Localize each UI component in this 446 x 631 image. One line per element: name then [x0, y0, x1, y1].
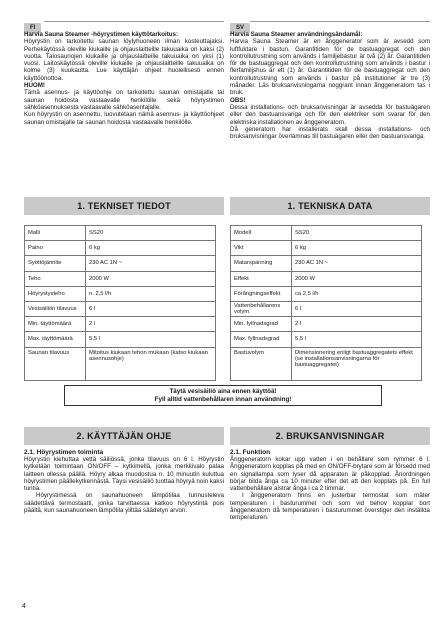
fi-spec-key: Höyrystysteho [25, 286, 86, 301]
fi-spec-value: Mitoitus kiukaan tehon mukaan (katso kiukaan asennusohje) [86, 347, 216, 380]
fi-usage-title: 2. KÄYTTÄJÄN OHJE [24, 427, 224, 445]
fi-spec-key: Vesisäiliön tilavuus [25, 301, 86, 316]
sv-spec-row [231, 226, 422, 241]
fi-spec-value: 230 AC 1N ~ [86, 256, 216, 271]
fi-spec-row [25, 226, 216, 241]
fi-language-tag: FI [24, 23, 41, 33]
sv-spec-table [230, 225, 422, 381]
sv-spec-row [231, 256, 422, 271]
sv-intro-handover: Då generatorn har installerats skall dessa installations- och bruksanvisningar överlämnas till bastuägaren eller den bastuansvariga. [230, 125, 430, 141]
sv-language-header [230, 16, 430, 31]
sv-language-tag: SV [230, 23, 250, 33]
sv-spec-value: 5,5 l [292, 332, 422, 347]
fi-intro-handover: Kun höyrystin on asennettu, luovutetaan nämä asennus- ja käyttöohjeet saunan omistajalle tai saunan hoidosta vastaavalle henkilölle. [24, 111, 224, 126]
sv-spec-row [231, 286, 422, 301]
sv-spec-value: 6 kg [292, 241, 422, 256]
sv-spec-key: Förångningseffekt [231, 286, 292, 301]
fi-spec-key: Saunan tilavuus [25, 347, 86, 380]
sv-spec-value: 2000 W [292, 271, 422, 286]
sv-intro-purpose: Harvia Sauna Steamer är en ånggenerator som är avsedd som luftfuktare i bastun. Garantitiden för de bastuaggregat och den kontrollutrustning som används i familjebastur är två (2) år. Garantitiden för de bastuaggregat och den kontrollutrustning som används i bastur i flerfamiljshus är ett (1) år. Garantitiden för de bastuaggregat och den kontrollutrustning som används i bastur på institutioner är tre (3) månader. Läs bruksanvisningarna noggrant innan ånggeneratorn tas i bruk. [230, 38, 430, 97]
sv-header-rule [250, 21, 430, 22]
sv-spec-row [231, 347, 422, 380]
sv-usage-subheading: 2.1. Funktion [230, 449, 271, 456]
fi-spec-value: 5,5 l [86, 332, 216, 347]
fi-spec-key: Paino [25, 241, 86, 256]
sv-spec-value: SS20 [292, 226, 422, 241]
fi-spec-row [25, 347, 216, 380]
fi-usage-paragraph: Höyrystimessä on saunahuoneen lämpötilaa tunnusteleva säädettävä termostaatti, jonka tarvittaessa katkoo höyrystintä pois päältä, kun saunahuoneen lämpötila ylittää säädetyn arvon. [24, 492, 224, 515]
sv-spec-title: 1. TEKNISKA DATA [230, 197, 430, 215]
fi-spec-table [24, 225, 216, 381]
sv-spec-value: 6 l [292, 301, 422, 316]
fi-usage-paragraph: Höyrystin kiehuttaa vettä säiliössä, jonka tilavuus on 6 l. Höyrystin kytketään toimintaan ON/OFF – kytkimellä, jonka merkkivalo palaa laitteen ollessa päällä. Höyry alkaa muodostua n. 10 minuutin kuluttua höyrystimen päällekytkennästä. Täysi vesisäiliö tuottaa höyryä noin kaksi tuntia. [24, 456, 224, 493]
sv-spec-key: Effekt [231, 271, 292, 286]
fi-usage-subheading: 2.1. Höyrystimen toiminta [24, 449, 104, 456]
fi-spec-row [25, 332, 216, 347]
fi-spec-value: n. 2,5 l/h [86, 286, 216, 301]
fi-spec-value: SS20 [86, 226, 216, 241]
fi-spec-key: Min. täyttömäärä [25, 317, 86, 332]
fi-spec-row [25, 271, 216, 286]
sv-spec-value: 2 l [292, 317, 422, 332]
page-number: 4 [22, 603, 26, 610]
sv-spec-row [231, 332, 422, 347]
sv-spec-row [231, 301, 422, 316]
sv-spec-row [231, 271, 422, 286]
sv-spec-value: 230 AC 1N ~ [292, 256, 422, 271]
sv-usage-body [230, 456, 430, 522]
fi-intro-note-label: HUOM! [24, 82, 45, 90]
fi-spec-title: 1. TEKNISET TIEDOT [24, 197, 224, 215]
fi-spec-value: 6 kg [86, 241, 216, 256]
fi-spec-row [25, 317, 216, 332]
fi-spec-key: Teho [25, 271, 86, 286]
fi-spec-value: 2000 W [86, 271, 216, 286]
sv-spec-key: Min. fyllnadsgrad [231, 317, 292, 332]
sv-spec-value: ca 2,5 l/h [292, 286, 422, 301]
fi-spec-row [25, 301, 216, 316]
sv-spec-key: Vattenbehållarens volym [231, 301, 292, 316]
sv-intro-heading: Harvia Sauna Steamer användningsändamål: [230, 31, 363, 38]
fi-spec-value: 6 l [86, 301, 216, 316]
fi-intro-heading: Harvia Sauna Steamer -höyrystimen käyttötarkoitus: [24, 31, 179, 38]
sv-spec-row [231, 317, 422, 332]
sv-spec-value: Dimensionering enligt bastuaggregatets effekt (se installationsanvisningarna för bastuaggregatet) [292, 347, 422, 380]
fill-warning-box [64, 385, 382, 406]
sv-usage-paragraph: Ånggeneratorn kokar upp vatten i en behållare som rymmer 6 l. Ånggeneratorn kopplas på med en ON/OFF-brytare som är försedd med en signallampa som lyser då apparaten är påkopplad. Ånordningen börjar bilda ånga ca 10 minuter efter det att den kopplats på. En full vattenbehållare alstrar ånga i ca 2 timmar. [230, 456, 430, 493]
sv-usage-paragraph: I ånggeneratorn finns en justerbar termostat som mäter temperaturen i basturummet och som vid behov kopplar bort ånggeneratorn då temperaturen i basturummet överstiger den inställda temperaturen. [230, 492, 430, 522]
sv-spec-key: Max. fyllnadsgrad [231, 332, 292, 347]
sv-spec-key: Bastuvolym [231, 347, 292, 380]
fi-header-rule [44, 21, 224, 22]
sv-intro-note: Dessa installations- och bruksanvisningar är avsedda för bastuägaren eller den bastuansvariga och för den elektriker som svarar för den elektriska installationen av ånggeneratorn. [230, 103, 430, 126]
fi-spec-row [25, 256, 216, 271]
fi-usage-body [24, 456, 224, 514]
fill-warning-fi: Täytä vesisäiliö aina ennen käyttöä! [169, 388, 277, 395]
fi-spec-row [25, 241, 216, 256]
fi-intro [24, 31, 224, 126]
fi-spec-key: Malli [25, 226, 86, 241]
fi-spec-row [25, 286, 216, 301]
sv-spec-key: Modell [231, 226, 292, 241]
fi-spec-key: Syöttöjännite [25, 256, 86, 271]
sv-spec-key: Vikt [231, 241, 292, 256]
fi-intro-purpose: Höyrystin on tarkoitettu saunan löylyhuoneen ilman kosteuttajaksi. Perhekäytössä oleville kiukaille ja ohjauslaitteille takuuaika on kaksi (2) vuotta. Talosaunojen kiukaille ja ohjauslaitteille takuuaika on yksi (1) vuosi. Laitoskäytössä oleville kiukaille ja ohjauslaitteille takuuaika on kolme (3) kuukautta. Lue käyttäjän ohjeet huolellisesti ennen käyttöönottoa. [24, 38, 224, 82]
fill-warning-sv: Fyll alltid vattenbehållaren innan användning! [154, 396, 292, 403]
sv-intro [230, 31, 430, 140]
sv-intro-note-label: OBS! [230, 96, 246, 104]
fi-language-header [24, 16, 224, 31]
sv-usage-title: 2. BRUKSANVISNINGAR [230, 427, 430, 445]
sv-spec-row [231, 241, 422, 256]
fi-intro-note: Tämä asennus- ja käyttöohje on tarkoitettu saunan omistajalle tai saunan hoidosta vastaavalle henkilölle sekä höyrystimen sähköasennuksesta vastaavalle sähköasentajalle. [24, 89, 224, 111]
sv-spec-key: Matarspänning [231, 256, 292, 271]
fi-spec-value: 2 l [86, 317, 216, 332]
fi-spec-key: Max. täyttömäärä [25, 332, 86, 347]
